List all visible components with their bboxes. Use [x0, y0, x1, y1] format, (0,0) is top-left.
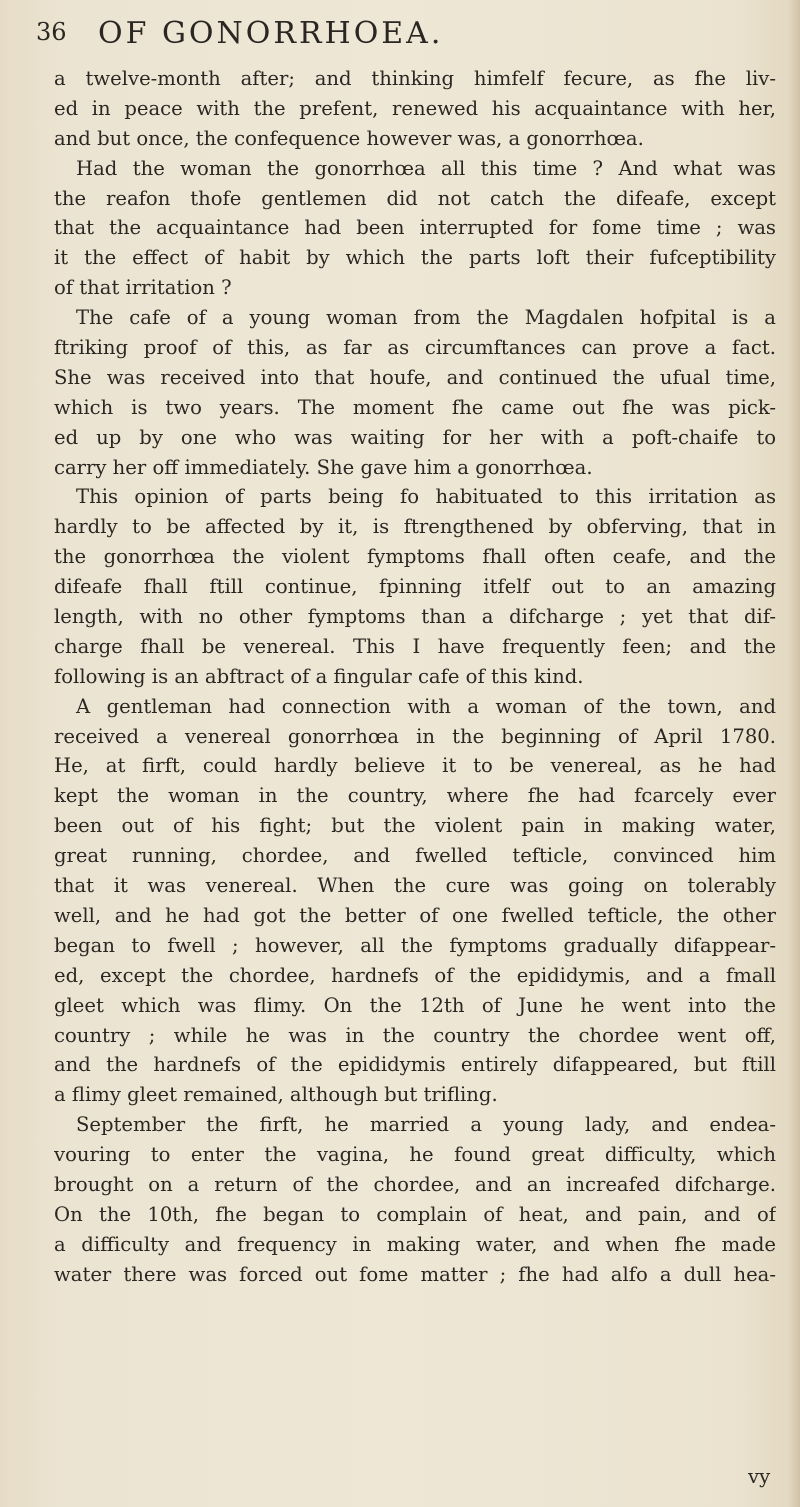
- page-edge-shadow: [788, 0, 800, 1507]
- text-line: received a venereal gonorrhœa in the beginning of April 1780.: [54, 724, 776, 748]
- text-line: been out of his fight; but the violent pain in making water,: [54, 814, 776, 838]
- text-line: brought on a return of the chordee, and an increafed difcharge.: [54, 1172, 776, 1196]
- text-line: country ; while he was in the country the chordee went off,: [54, 1023, 776, 1047]
- text-line: a twelve-month after; and thinking himfelf fecure, as fhe liv-: [54, 67, 776, 90]
- text-line: carry her off immediately. She gave him a gonorrhœa.: [54, 455, 593, 479]
- text-line: charge fhall be venereal. This I have frequently feen; and the: [54, 634, 776, 658]
- text-line: began to fwell ; however, all the fymptoms gradually difappear-: [54, 933, 776, 957]
- text-line: water there was forced out fome matter ; fhe had alfo a dull hea-: [54, 1262, 776, 1286]
- text-line: kept the woman in the country, where fhe had fcarcely ever: [54, 784, 776, 808]
- text-line: a flimy gleet remained, although but trifling.: [54, 1083, 498, 1107]
- text-line: September the firft, he married a young lady, and endea-: [76, 1113, 776, 1137]
- text-line: ed, except the chordee, hardnefs of the epididymis, and a fmall: [54, 963, 776, 987]
- text-line: She was received into that houfe, and continued the ufual time,: [54, 365, 776, 389]
- text-line: This opinion of parts being fo habituated to this irritation as: [76, 485, 776, 509]
- text-line: the gonorrhœa the violent fymptoms fhall often ceafe, and the: [54, 545, 776, 569]
- body-text: [54, 64, 776, 1290]
- catchword: vy: [748, 1465, 771, 1488]
- text-line: ftriking proof of this, as far as circumftances can prove a fact.: [54, 336, 776, 360]
- text-line: The cafe of a young woman from the Magdalen hofpital is a: [76, 306, 776, 330]
- text-line: length, with no other fymptoms than a difcharge ; yet that dif-: [54, 605, 776, 629]
- text-line: A gentleman had connection with a woman of the town, and: [76, 694, 776, 718]
- text-line: ed in peace with the prefent, renewed his acquaintance with her,: [54, 96, 776, 120]
- text-line: difeafe fhall ftill continue, fpinning itfelf out to an amazing: [54, 575, 776, 599]
- text-line: and but once, the confequence however was, a gonorrhœa.: [54, 126, 644, 150]
- text-line: and the hardnefs of the epididymis entirely difappeared, but ftill: [54, 1053, 776, 1077]
- text-line: hardly to be affected by it, is ftrengthened by obferving, that in: [54, 515, 776, 539]
- text-line: well, and he had got the better of one fwelled tefticle, the other: [54, 903, 776, 927]
- text-line: Had the woman the gonorrhœa all this time ? And what was: [76, 156, 776, 180]
- text-line: that it was venereal. When the cure was going on tolerably: [54, 874, 776, 898]
- running-head: OF GONORRHOEA.: [98, 16, 444, 51]
- text-line: ed up by one who was waiting for her with a poft-chaife to: [54, 425, 776, 449]
- text-line: that the acquaintance had been interrupted for fome time ; was: [54, 216, 776, 240]
- text-line: of that irritation ?: [54, 276, 232, 300]
- text-line: the reafon thofe gentlemen did not catch the difeafe, except: [54, 186, 776, 210]
- text-line: which is two years. The moment fhe came out fhe was pick-: [54, 395, 776, 419]
- text-line: He, at firft, could hardly believe it to be venereal, as he had: [54, 754, 776, 778]
- text-line: gleet which was flimy. On the 12th of June he went into the: [54, 993, 776, 1017]
- page-header: [36, 12, 776, 52]
- text-line: On the 10th, fhe began to complain of heat, and pain, and of: [54, 1202, 776, 1226]
- page-number: 36: [36, 18, 67, 46]
- text-line: it the effect of habit by which the parts loft their fufceptibility: [54, 246, 776, 270]
- text-line: vouring to enter the vagina, he found great difficulty, which: [54, 1143, 776, 1167]
- text-line: a difficulty and frequency in making water, and when fhe made: [54, 1232, 776, 1256]
- text-line: following is an abftract of a fingular cafe of this kind.: [54, 664, 584, 688]
- text-line: great running, chordee, and fwelled tefticle, convinced him: [54, 844, 776, 868]
